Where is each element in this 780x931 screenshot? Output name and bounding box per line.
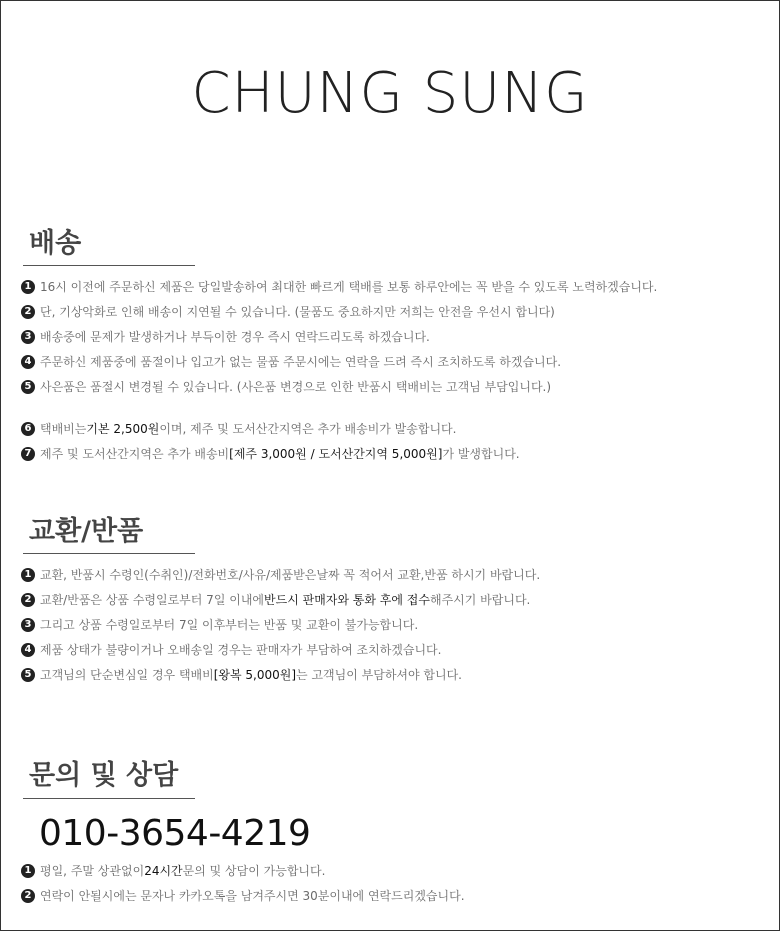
number-badge-icon: 3 — [21, 330, 35, 344]
item-text: 단, 기상악화로 인해 배송이 지연될 수 있습니다. (물품도 중요하지만 저희는 안전을 우선시 합니다) — [40, 305, 555, 319]
number-badge-icon: 4 — [21, 355, 35, 369]
list-item — [21, 274, 657, 299]
item-emphasis: [왕복 5,000원] — [213, 668, 297, 682]
item-text: 배송중에 문제가 발생하거나 부득이한 경우 즉시 연락드리도록 하겠습니다. — [40, 330, 430, 344]
item-text: 택배비는 — [40, 422, 87, 436]
number-badge-icon: 1 — [21, 568, 35, 582]
item-text-after: 문의 및 상담이 가능합니다. — [182, 864, 326, 878]
item-text: 교환, 반품시 수령인(수취인)/전화번호/사유/제품받은날짜 꼭 적어서 교환,반품 하시기 바랍니다. — [40, 568, 541, 582]
item-text: 그리고 상품 수령일로부터 7일 이후부터는 반품 및 교환이 불가능합니다. — [40, 618, 419, 632]
number-badge-icon: 2 — [21, 889, 35, 903]
list-item — [21, 662, 540, 687]
list-item — [21, 441, 520, 466]
inquiry-divider — [23, 798, 195, 799]
item-text-after: 가 발생합니다. — [442, 447, 520, 461]
list-item — [21, 374, 657, 399]
item-text: 평일, 주말 상관없이 — [40, 864, 145, 878]
shipping-title: 배송 — [29, 228, 82, 259]
list-item — [21, 637, 540, 662]
list-item — [21, 612, 540, 637]
shipping-list — [21, 274, 657, 399]
inquiry-title: 문의 및 상담 — [29, 760, 179, 791]
number-badge-icon: 5 — [21, 380, 35, 394]
shipping-fee-list — [21, 416, 520, 466]
number-badge-icon: 2 — [21, 593, 35, 607]
inquiry-list — [21, 858, 465, 908]
list-item — [21, 299, 657, 324]
item-emphasis: 기본 2,500원 — [86, 422, 160, 436]
list-item — [21, 587, 540, 612]
item-emphasis: [제주 3,000원 / 도서산간지역 5,000원] — [229, 447, 443, 461]
number-badge-icon: 7 — [21, 447, 35, 461]
list-item — [21, 349, 657, 374]
number-badge-icon: 2 — [21, 305, 35, 319]
item-text: 사은품은 품절시 변경될 수 있습니다. (사은품 변경으로 인한 반품시 택배비는 고객님 부담입니다.) — [40, 380, 552, 394]
exchange-title: 교환/반품 — [29, 516, 144, 547]
item-text: 16시 이전에 주문하신 제품은 당일발송하여 최대한 빠르게 택배를 보통 하루안에는 꼭 받을 수 있도록 노력하겠습니다. — [40, 280, 658, 294]
item-text-after: 는 고객님이 부담하셔야 합니다. — [296, 668, 463, 682]
list-item — [21, 883, 465, 908]
item-emphasis: 24시간 — [144, 864, 183, 878]
list-item — [21, 562, 540, 587]
list-item — [21, 416, 520, 441]
number-badge-icon: 1 — [21, 280, 35, 294]
item-text: 제주 및 도서산간지역은 추가 배송비 — [40, 447, 230, 461]
exchange-list — [21, 562, 540, 687]
phone-number[interactable]: 010-3654-4219 — [39, 813, 311, 854]
shipping-divider — [23, 265, 195, 266]
number-badge-icon: 3 — [21, 618, 35, 632]
brand-logo: CHUNG SUNG — [191, 61, 589, 126]
item-text: 제품 상태가 불량이거나 오배송일 경우는 판매자가 부담하여 조치하겠습니다. — [40, 643, 442, 657]
item-text: 주문하신 제품중에 품절이나 입고가 없는 물품 주문시에는 연락을 드려 즉시 조치하도록 하겠습니다. — [40, 355, 562, 369]
exchange-divider — [23, 553, 195, 554]
item-text: 교환/반품은 상품 수령일로부터 7일 이내에 — [40, 593, 265, 607]
item-text-after: 해주시기 바랍니다. — [429, 593, 531, 607]
list-item — [21, 324, 657, 349]
item-text-after: 이며, 제주 및 도서산간지역은 추가 배송비가 발송합니다. — [159, 422, 457, 436]
number-badge-icon: 5 — [21, 668, 35, 682]
item-text: 연락이 안될시에는 문자나 카카오톡을 남겨주시면 30분이내에 연락드리겠습니다. — [40, 889, 465, 903]
item-text: 고객님의 단순변심일 경우 택배비 — [40, 668, 214, 682]
number-badge-icon: 1 — [21, 864, 35, 878]
number-badge-icon: 4 — [21, 643, 35, 657]
list-item — [21, 858, 465, 883]
item-emphasis: 반드시 판매자와 통화 후에 접수 — [264, 593, 430, 607]
number-badge-icon: 6 — [21, 422, 35, 436]
